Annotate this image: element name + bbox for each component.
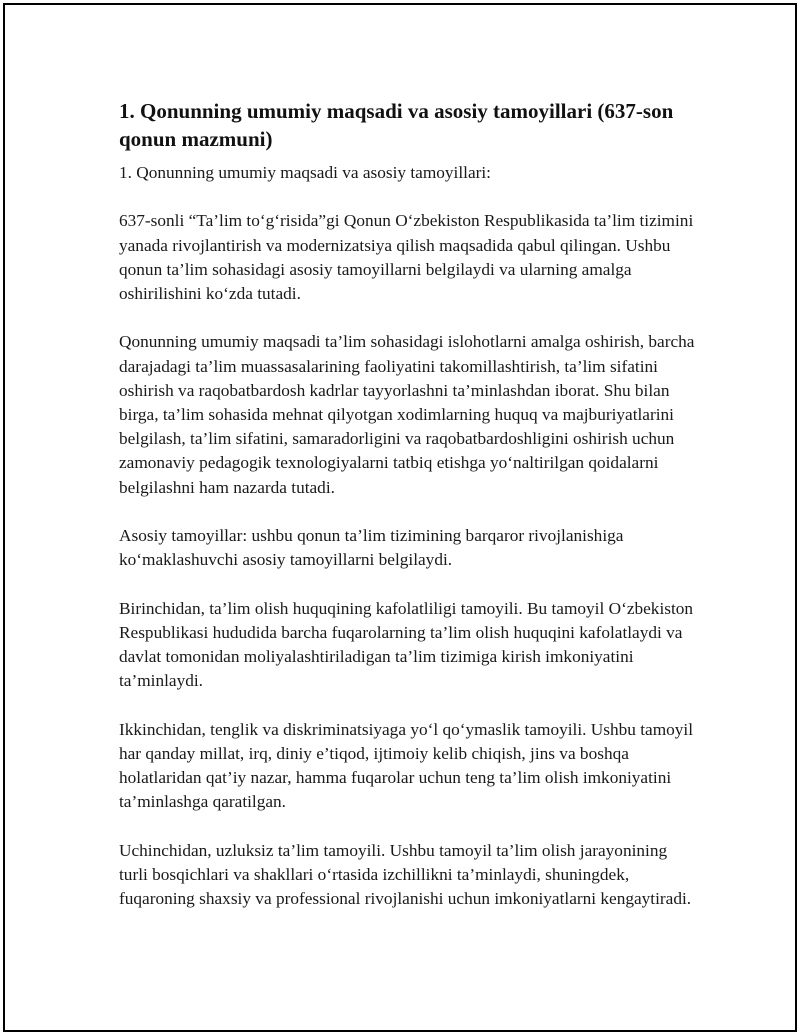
intro-line: 1. Qonunning umumiy maqsadi va asosiy tamoyillari:: [119, 163, 491, 182]
paragraph-general-purpose: Qonunning umumiy maqsadi ta’lim sohasidagi islohotlarni amalga oshirish, barcha darajadagi ta’lim muassasalarining faoliyatini takomillashtirish, ta’lim sifatini oshirish va raqobatbardosh kadrlar tayyorlashni ta’minlashdan iborat. Shu bilan birga, ta’lim sohasida mehnat qilyotgan xodimlarning huquq va majburiyatlarini belgilash, ta’lim sifatini, samaradorligini va raqobatbardoshligini oshirish uchun zamonaviy pedagogik texnologiyalarni tatbiq etishga yo‘naltirilgan qoidalarni belgilashni ham nazarda tutadi.: [119, 332, 695, 497]
page-frame: [3, 3, 797, 1032]
paragraph-second-principle: Ikkinchidan, tenglik va diskriminatsiyaga yo‘l qo‘ymaslik tamoyili. Ushbu tamoyil har qanday millat, irq, diniy e’tiqod, ijtimoiy kelib chiqish, jins va boshqa holatlaridan qat’iy nazar, hamma fuqarolar uchun teng ta’lim olish imkoniyatini ta’minlashga qaratilgan.: [119, 719, 694, 812]
paragraph-law-overview: 637-sonli “Ta’lim to‘g‘risida”gi Qonun O‘zbekiston Respublikasida ta’lim tizimini yanada rivojlantirish va modernizatsiya qilish maqsadida qabul qilingan. Ushbu qonun ta’lim sohasidagi asosiy tamoyillarni belgilaydi va ularning amalga oshirilishini ko‘zda tutadi.: [119, 211, 694, 303]
paragraph-first-principle: Birinchidan, ta’lim olish huquqining kafolatliligi tamoyili. Bu tamoyil O‘zbekiston Respublikasi hududida barcha fuqarolarning ta’lim olish huquqini kafolatlaydi va davlat tomonidan moliyalashtiriladigan ta’lim tizimiga kirish imkoniyatini ta’minlaydi.: [119, 598, 694, 691]
paragraph-list: [119, 209, 699, 911]
paragraph-main-principles: Asosiy tamoyillar: ushbu qonun ta’lim tizimining barqaror rivojlanishiga ko‘maklashuvchi asosiy tamoyillarni belgilaydi.: [119, 526, 624, 570]
document-body: [119, 97, 699, 911]
document-heading: 1. Qonunning umumiy maqsadi va asosiy tamoyillari (637-son qonun mazmuni): [119, 99, 674, 151]
paragraph-third-principle: Uchinchidan, uzluksiz ta’lim tamoyili. Ushbu tamoyil ta’lim olish jarayonining turli bosqichlari va shakllari o‘rtasida izchillikni ta’minlaydi, shuningdek, fuqaroning shaxsiy va professional rivojlanishi uchun imkoniyatlarni kengaytiradi.: [119, 840, 692, 908]
